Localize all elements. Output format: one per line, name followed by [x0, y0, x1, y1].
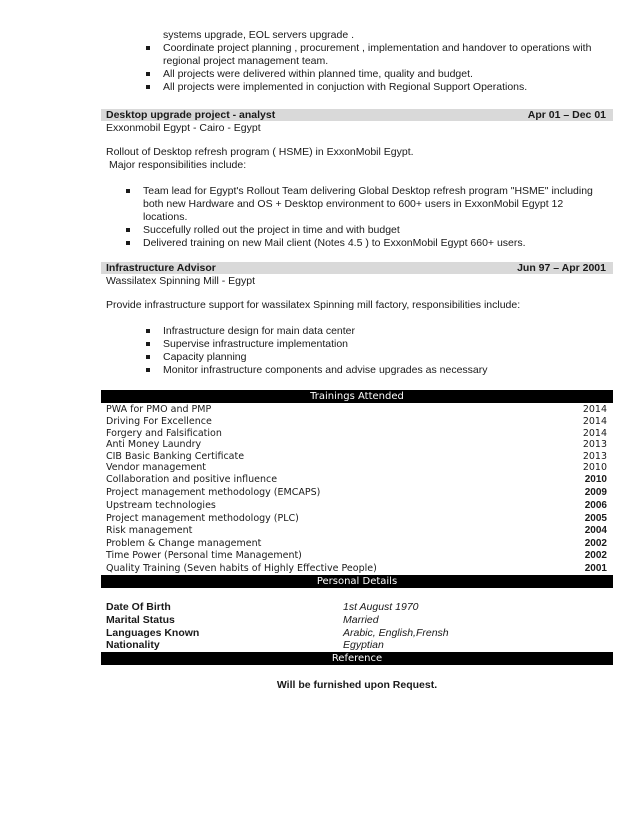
- bullet-icon: [146, 46, 150, 50]
- top-bullet-list: [163, 42, 603, 94]
- list-item: All projects were implemented in conjuction with Regional Support Operations.: [163, 81, 603, 94]
- training-name: PWA for PMO and PMP: [106, 404, 212, 415]
- job-dates: Jun 97 – Apr 2001: [517, 262, 606, 274]
- job-intro-2: Major responsibilities include:: [109, 159, 247, 171]
- table-row: [106, 525, 607, 538]
- personal-value: Egyptian: [343, 639, 384, 651]
- training-year: 2009: [584, 487, 607, 498]
- training-year: 2002: [584, 538, 607, 549]
- training-name: Forgery and Falsification: [106, 428, 222, 439]
- job1-bullet-list: [143, 185, 598, 250]
- reference-text: Will be furnished upon Request.: [276, 679, 438, 691]
- table-row: [106, 538, 607, 551]
- job-intro: Provide infrastructure support for wassilatex Spinning mill factory, responsibilities include:: [106, 299, 521, 311]
- training-name: Anti Money Laundry: [106, 439, 202, 450]
- job2-bullet-list: [163, 325, 593, 377]
- training-year: 2010: [582, 462, 607, 473]
- job-title: Desktop upgrade project - analyst: [106, 109, 276, 121]
- list-item: Infrastructure design for main data center: [163, 325, 593, 338]
- training-name: Collaboration and positive influence: [106, 474, 278, 485]
- personal-value: Arabic, English,Frensh: [343, 627, 449, 639]
- training-year: 2002: [584, 550, 607, 561]
- training-name: Quality Training (Seven habits of Highly Effective People): [106, 563, 377, 574]
- personal-details-header: Personal Details: [101, 575, 613, 588]
- training-name: Risk management: [106, 525, 193, 536]
- table-row: [106, 416, 607, 429]
- bullet-icon: [146, 355, 150, 359]
- job-company: Exxonmobil Egypt - Cairo - Egypt: [106, 122, 261, 134]
- job-company: Wassilatex Spinning Mill - Egypt: [106, 275, 255, 287]
- job-intro: Rollout of Desktop refresh program ( HSME) in ExxonMobil Egypt.: [106, 146, 414, 158]
- trainings-header: Trainings Attended: [101, 390, 613, 403]
- bullet-continuation: systems upgrade, EOL servers upgrade .: [163, 29, 355, 41]
- list-item: Supervise infrastructure implementation: [163, 338, 593, 351]
- training-year: 2005: [584, 513, 607, 524]
- table-row: [106, 500, 607, 513]
- personal-value: 1st August 1970: [343, 601, 419, 613]
- personal-label: Nationality: [106, 639, 160, 651]
- training-year: 2006: [584, 500, 607, 511]
- bullet-icon: [146, 342, 150, 346]
- bullet-icon: [146, 368, 150, 372]
- table-row: [106, 462, 607, 475]
- list-item: Coordinate project planning , procurement , implementation and handover to operations with regional project management team.: [163, 42, 603, 68]
- table-row: [106, 439, 607, 452]
- list-item: Monitor infrastructure components and advise upgrades as necessary: [163, 364, 593, 377]
- bullet-icon: [126, 241, 130, 245]
- reference-header: Reference: [101, 652, 613, 665]
- training-year: 2014: [582, 428, 607, 439]
- job-title: Infrastructure Advisor: [106, 262, 216, 274]
- table-row: [106, 474, 607, 487]
- training-year: 2004: [584, 525, 607, 536]
- table-row: [106, 404, 607, 417]
- personal-label: Date Of Birth: [106, 601, 171, 613]
- bullet-icon: [126, 228, 130, 232]
- list-item: Delivered training on new Mail client (Notes 4.5 ) to ExxonMobil Egypt 660+ users.: [143, 237, 598, 250]
- training-name: Upstream technologies: [106, 500, 216, 511]
- table-row: [106, 563, 607, 576]
- training-name: CIB Basic Banking Certificate: [106, 451, 245, 462]
- table-row: [106, 513, 607, 526]
- training-year: 2013: [582, 451, 607, 462]
- training-name: Project management methodology (EMCAPS): [106, 487, 321, 498]
- training-year: 2013: [582, 439, 607, 450]
- personal-label: Marital Status: [106, 614, 175, 626]
- training-year: 2014: [582, 416, 607, 427]
- training-year: 2001: [584, 563, 607, 574]
- list-item: Team lead for Egypt's Rollout Team delivering Global Desktop refresh program "HSME" including both new Hardware and OS + Desktop environment to 600+ users in ExxonMobil Egypt 12 locations.: [143, 185, 598, 224]
- list-item: All projects were delivered within planned time, quality and budget.: [163, 68, 603, 81]
- training-year: 2014: [582, 404, 607, 415]
- job-dates: Apr 01 – Dec 01: [527, 109, 606, 121]
- list-item: Succefully rolled out the project in time and with budget: [143, 224, 598, 237]
- training-name: Time Power (Personal time Management): [106, 550, 302, 561]
- table-row: [106, 550, 607, 563]
- table-row: [106, 487, 607, 500]
- training-name: Project management methodology (PLC): [106, 513, 299, 524]
- bullet-icon: [146, 85, 150, 89]
- training-year: 2010: [584, 474, 607, 485]
- bullet-icon: [146, 329, 150, 333]
- training-name: Vendor management: [106, 462, 207, 473]
- training-name: Driving For Excellence: [106, 416, 212, 427]
- list-item: Capacity planning: [163, 351, 593, 364]
- training-name: Problem & Change management: [106, 538, 262, 549]
- bullet-icon: [146, 72, 150, 76]
- bullet-icon: [126, 189, 130, 193]
- personal-label: Languages Known: [106, 627, 200, 639]
- personal-value: Married: [343, 614, 379, 626]
